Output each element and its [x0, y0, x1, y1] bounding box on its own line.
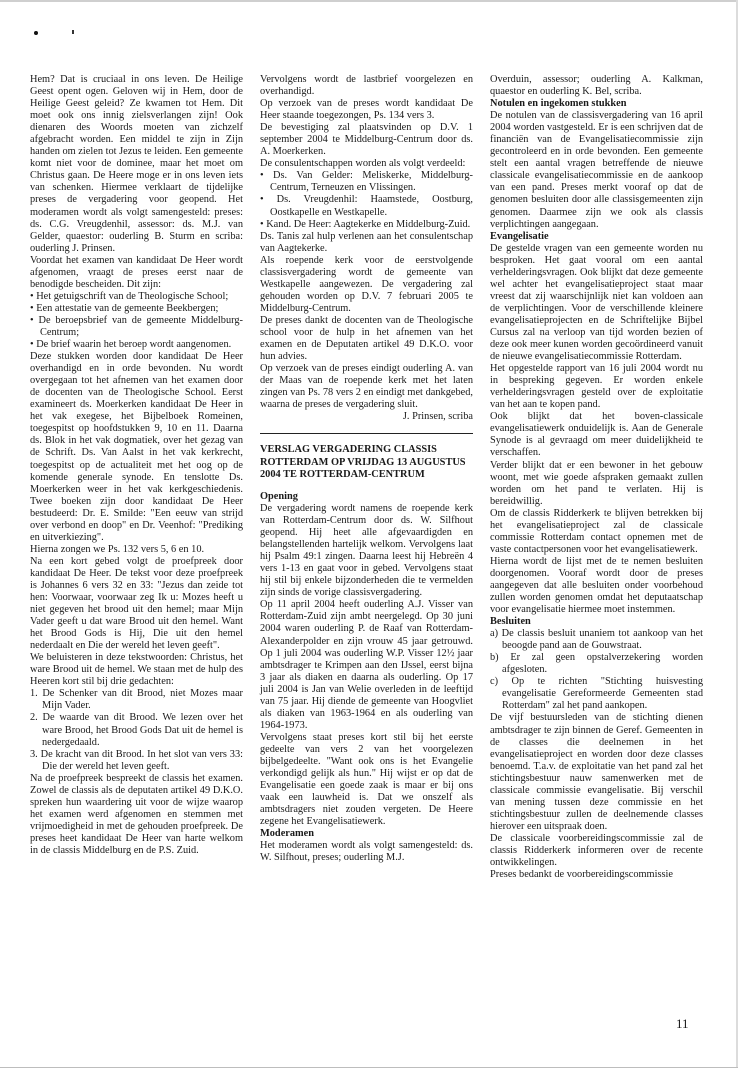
paragraph: De consulentschappen worden als volgt verdeeld:: [260, 158, 466, 170]
section-divider: [260, 433, 473, 434]
list-item: 3. De kracht van dit Brood. In het slot van vers 33: Die der wereld het leven geeft.: [30, 748, 243, 772]
list-item: • Kand. De Heer: Aagtekerke en Middelburg-Zuid.: [260, 218, 471, 230]
paragraph: Op verzoek van de preses wordt kandidaat De Heer staande toegezongen, Ps. 134 vers 3.: [260, 98, 473, 122]
paragraph: Het opgestelde rapport van 16 juli 2004 wordt nu in bespreking gegeven. Er worden enkele verhelderingsvragen gesteld over de exploitatie van het aan te kopen pand.: [490, 363, 703, 411]
text-column-1: [30, 74, 243, 857]
section-heading: Evangelisatie: [490, 230, 549, 242]
paragraph: Hierna zongen we Ps. 132 vers 5, 6 en 10.: [30, 543, 205, 555]
paragraph: Om de classis Ridderkerk te blijven betrekken bij het evangelisatieproject zal de classicale commissie Rotterdam contact opnemen met de vaste contactpersonen voor het evangelisatiewerk.: [490, 507, 703, 555]
list-item: • Een attestatie van de gemeente Beekbergen;: [30, 302, 219, 314]
numbered-list: [490, 628, 703, 712]
paragraph: Op verzoek van de preses eindigt ouderling A. van der Maas van de roepende kerk met het laten zingen van Ps. 78 vers 2 en eindigt met dankgebed, waarna de preses de vergadering sluit.: [260, 363, 473, 411]
page-number: 11: [676, 1016, 689, 1031]
numbered-list: [30, 688, 243, 772]
scan-marks: [34, 26, 74, 38]
list-item: • Ds. Vreugdenhil: Haamstede, Oostburg, Oostkapelle en Westkapelle.: [260, 194, 473, 218]
list-item: • Het getuigschrift van de Theologische School;: [30, 290, 229, 302]
paragraph: De bevestiging zal plaatsvinden op D.V. 1 september 2004 te Middelburg-Centrum door ds. A. Moerkerken.: [260, 122, 473, 158]
paragraph: Ds. Tanis zal hulp verlenen aan het consulentschap van Aagtekerke.: [260, 230, 473, 254]
paragraph: Vervolgens staat preses kort stil bij het eerste gedeelte van vers 2 van het voorgelezen bijbelgedeelte. "Want ook ons is het Evangelie verkondigd gelijk als hun." Hij wijst er op dat de Evangelisatie een goede zaak is maar er bij ons vaak een lauwheid is. Dat we onszelf als ambtsdragers niet zouden vergeten. De Heere zegene het Evangelisatiewerk.: [260, 731, 473, 828]
paragraph: Preses bedankt de voorbereidingscommissie: [490, 869, 673, 881]
paragraph: Verder blijkt dat er een bewoner in het gebouw woont, met wie goede afspraken gemaakt zullen worden om het pand te verlaten. Hij is bereidwillig.: [490, 459, 703, 507]
paragraph: Vervolgens wordt de lastbrief voorgelezen en overhandigd.: [260, 74, 473, 98]
list-item: a) De classis besluit unaniem tot aankoop van het beoogde pand aan de Gouwstraat.: [490, 628, 703, 652]
spacer: [260, 481, 473, 491]
paragraph: Ook blijkt dat het boven-classicale evangelisatiewerk onduidelijk is. Aan de Generale Synode is al gevraagd om meer duidelijkheid te verschaffen.: [490, 411, 703, 459]
scan-edge-top: [0, 0, 738, 2]
section-heading: Notulen en ingekomen stukken: [490, 98, 627, 110]
scan-tick-mark: [72, 30, 74, 34]
list-item: • De brief waarin het beroep wordt aangenomen.: [30, 339, 232, 351]
list-item: c) Op te richten "Stichting huisvesting evangelisatie Gereformeerde Gemeenten stad Rotterdam" zal het pand aankopen.: [490, 676, 703, 712]
paragraph: Na de proefpreek bespreekt de classis het examen. Zowel de classis als de deputaten artikel 49 D.K.O. spreken hun waardering uit voor de wijze waarop het examen werd afgenomen en stemmen met vrijmoedigheid in met de gehouden proefpreek. De preses heet kandidaat De Heer van harte welkom in de classis Middelburg en de P.S. Zuid.: [30, 772, 243, 856]
paragraph: Hem? Dat is cruciaal in ons leven. De Heilige Geest opent ogen. Geloven wij in Hem, door de Heilige Geest geleid? Ze kwamen tot Hem. Dit moet ook ons innig zielsverlangen zijn! Ook dienaren des Woords moeten van zichzelf afgebracht worden. Een middel te zijn in Zijn handen om zielen tot Jezus te leiden. Een gemeente komt niet voor de dominee, maar het moet om Christus gaan. De Heere moge er in ons leven iets van schenken. Hiermee verklaart de tijdelijke preses de vergadering voor geopend. Het moderamen wordt als volgt samengesteld: preses: ds. C.G. Vreugdenhil, assessor: ds. M.J. van Gelder, quaestor: ouderling B. Sturm en scriba: ouderling J. Prinsen.: [30, 74, 243, 254]
paragraph: We beluisteren in deze tekstwoorden: Christus, het ware Brood uit de hemel. We staan met de hulp des Heeren kort stil bij drie gedachten:: [30, 652, 243, 688]
signature-line: J. Prinsen, scriba: [402, 411, 473, 423]
paragraph: De vergadering wordt namens de roepende kerk van Rotterdam-Centrum door ds. W. Silfhout geopend. Hij heet alle afgevaardigden en belangstellenden hartelijk welkom. Vervolgens laat hij Psalm 49:1 zingen. Daarna leest hij Hebreën 4 vers 1-13 en gaat voor in gebed. Vervolgens staat hij stil bij enkele bijzonderheden die te vermelden zijn sinds de vorige classisvergadering.: [260, 503, 473, 599]
report-title: VERSLAG VERGADERING CLASSIS ROTTERDAM OP VRIJDAG 13 AUGUSTUS 2004 TE ROTTERDAM-CENTRUM: [260, 444, 466, 480]
list-item: • Ds. Van Gelder: Meliskerke, Middelburg-Centrum, Terneuzen en Vlissingen.: [260, 170, 473, 194]
section-heading: Opening: [260, 490, 298, 502]
paragraph: Op 11 april 2004 heeft ouderling A.J. Visser van Rotterdam-Zuid zijn ambt neergelegd. Op 30 juni 2004 waren ouderling P. de Raaf van Rotterdam-Alexanderpolder en zijn vrouw 45 jaar getrouwd. Op 1 juli 2004 was ouderling W.P. Visser 12½ jaar ambtsdrager te Krimpen aan den IJssel, eerst bijna 3 jaar als diaken en daarna als ouderling. Op 17 juli 2004 is Jan van Welie overleden in de leeftijd van 75 jaar. Hij diende de gemeente van Hoogvliet als diaken van 1963-1964 en als ouderling van 1964-1973.: [260, 599, 473, 731]
paragraph: Het moderamen wordt als volgt samengesteld: ds. W. Silfhout, preses; ouderling M.J.: [260, 840, 473, 864]
list-item: • De beroepsbrief van de gemeente Middelburg-Centrum;: [30, 314, 243, 338]
paragraph: De notulen van de classisvergadering van 16 april 2004 worden vastgesteld. Er is een schrijven dat de financiën van de Evangelisatiecommissie zijn gecontroleerd en in orde bevonden. Een gemeente stelt een aantal vragen betreffende de nieuwe classicale evangelisatiecommissie en de aankoop van een pand. Preses merkt vooraf op dat de genomen besluiten door alle classisgemeenten zijn genomen. Daarmee zijn we ook als classis verplichtingen aangegaan.: [490, 110, 703, 230]
paragraph: De preses dankt de docenten van de Theologische school voor de hulp in het afnemen van het examen en de Deputaten artikel 49 D.K.O. voor hun advies.: [260, 314, 473, 363]
bullet-list: [260, 170, 473, 230]
section-heading: Besluiten: [490, 616, 531, 628]
text-column-3: [490, 74, 703, 881]
bullet-list: [30, 291, 243, 351]
paragraph: De vijf bestuursleden van de stichting dienen ambtsdrager te zijn binnen de Geref. Gemeenten in de classes die deelnemen in het evangelisatieproject en worden door deze classes benoemd. T.a.v. de exploitatie van het pand zal het stichtingsbestuur nauw samenwerken met de classicale commissie evangelisatie. Bij verschil van mening tussen deze commissie en het stichtingsbestuur zullen de deelnemende classes hierover een uitspraak doen.: [490, 712, 703, 832]
paragraph: Na een kort gebed volgt de proefpreek door kandidaat De Heer. De tekst voor deze proefpreek is Johannes 6 vers 32 en 33: "Jezus dan zeide tot hen: Voorwaar, voorwaar zeg Ik u: Mozes heeft u niet gegeven het brood uit den hemel; maar Mijn Vader geeft u dat ware Brood uit den hemel. Want het Brood Gods is Hij, Die uit den hemel nederdaalt en Die der wereld het leven geeft".: [30, 555, 243, 652]
scan-dot-mark: [34, 31, 38, 35]
paragraph: Overduin, assessor; ouderling A. Kalkman, quaestor en ouderling K. Bel, scriba.: [490, 74, 703, 98]
list-item: 2. De waarde van dit Brood. We lezen over het ware Brood, het Brood Gods Dat uit de hemel is nedergedaald.: [30, 712, 243, 748]
paragraph: De classicale voorbereidingscommissie zal de classis Ridderkerk informeren over de recente ontwikkelingen.: [490, 832, 703, 869]
section-heading: Moderamen: [260, 828, 315, 840]
paragraph: Hierna wordt de lijst met de te nemen besluiten doorgenomen. Vooraf wordt door de preses aangegeven dat alle besluiten onder voorbehoud zullen worden genomen omdat het deputaatschap voor evangelisatie hiermee moet instemmen.: [490, 555, 703, 616]
paragraph: Voordat het examen van kandidaat De Heer wordt afgenomen, vraagt de preses eerst naar de benodigde bescheiden. Dit zijn:: [30, 254, 243, 290]
text-column-2: [260, 74, 473, 864]
list-item: b) Er zal geen opstalverzekering worden afgesloten.: [490, 652, 703, 676]
paragraph: Als roepende kerk voor de eerstvolgende classisvergadering wordt de gemeente van Westkapelle aangewezen. De vergadering zal gehouden worden op D.V. 7 februari 2005 te Middelburg-Centrum.: [260, 254, 473, 314]
list-item: 1. De Schenker van dit Brood, niet Mozes maar Mijn Vader.: [30, 688, 243, 712]
paragraph: Deze stukken worden door kandidaat De Heer overhandigd en in orde bevonden. Nu wordt overgegaan tot het afnemen van het examen door de docenten van de Theologische School. Eerst examineert ds. Moerkerken kandidaat De Heer in het vak exegese, het Bijbelboek Romeinen, toegespitst op hoofdstukken 9, 10 en 11. Daarna ds. Blok in het vak dogmatiek, over het gezag van de Schrift. Ds. Van Aalst in het vak kerkrecht, toegespitst op de actualiteit met het oog op de komende generale synode. En tenslotte Ds. Moerkerken weer in het vak kerkgeschiedenis. Twee boeken zijn door kandidaat De Heer bestudeerd: Dr. E. Smilde: "Een eeuw van strijd over verbond en doop" en Dr. Veenhof: "Prediking en uitverkiezing".: [30, 351, 243, 543]
paragraph: De gestelde vragen van een gemeente worden nu besproken. Het gaat vooral om een aantal verhelderingsvragen. Ook blijkt dat deze gemeente wel achter het evangelisatieproject staat maar vreest dat zij waarschijnlijk niet kan voldoen aan de verplichtingen. Voor de verschillende kleinere evangelisatieprojecten en de Schriftelijke Bijbel Cursus zal na verloop van tijd worden bezien of deze ook meer kunen worden gecoördineerd vanuit de nieuwe evangelisatiecommissie Rotterdam.: [490, 242, 703, 363]
